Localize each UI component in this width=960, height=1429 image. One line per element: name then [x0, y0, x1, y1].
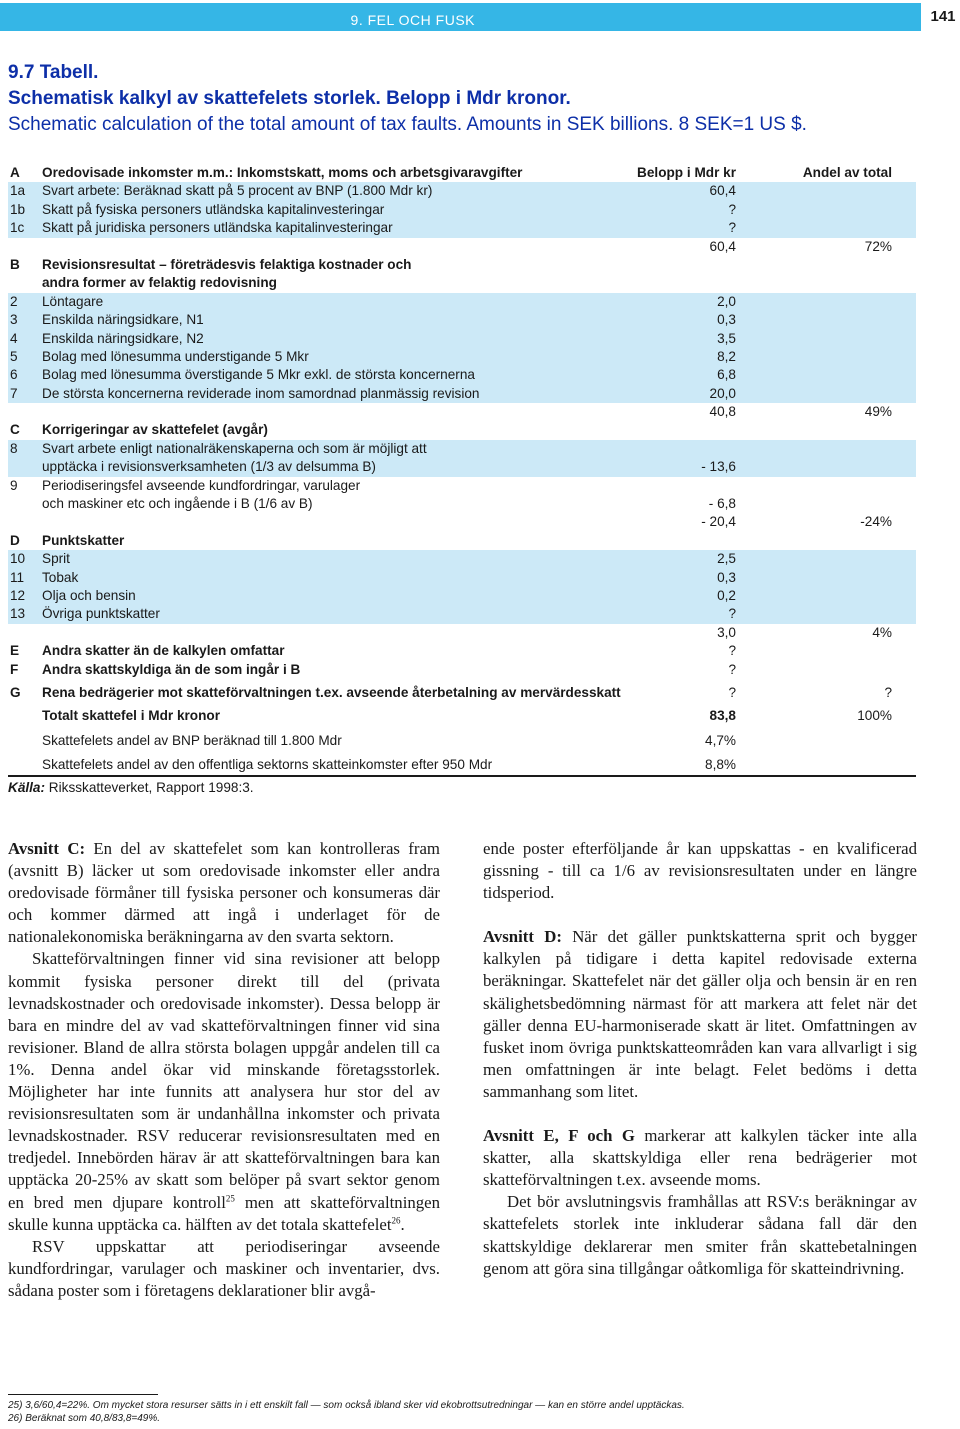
paragraph-section-c — [8, 838, 440, 948]
table-cell-code: 12 — [10, 587, 26, 603]
paragraph-text: Skatteförvaltningen finner vid sina revisioner att belopp kommit fysiska personer direkt till del (privata levnadskostnader och oredovisade inkomster). Dessa belopp är bara en mindre del av vad skatteförvaltningen finner vid sina revisioner. Bland de allra största bolagen uppgår andelen till ca 1%. Denna andel ökar vid minskande företagsstorlek. Möjligheter har inte funnits att analysera hur stor del av revisionsresultaten som är undanhållna inkomster och privata levnadskostnader. RSV reducerar revisionsresultaten med en tredjedel. Innebörden härav är att skatteförvaltningen bara kan upptäcka 20-25% av skatt som belöper på svart sektor genom en bred men djupare kontroll — [8, 949, 440, 1212]
table-cell-amount: ? — [728, 220, 736, 236]
table-title-english: Schematic calculation of the total amount of tax faults. Amounts in SEK billions. 8 SEK=1 US $. — [8, 114, 807, 135]
table-cell-share: ? — [884, 684, 892, 700]
table-cell-code: 3 — [10, 312, 18, 328]
paragraph-text: men att skatteförvaltningen skulle kunna upptäcka ca. hälften av det totala skattefelet — [8, 1192, 440, 1234]
table-cell-label: andra former av felaktig redovisning — [42, 275, 277, 291]
paragraph-heading: Avsnitt C: — [8, 839, 86, 858]
footnotes — [8, 1399, 685, 1425]
table-cell-label: Bolag med lönesumma understigande 5 Mkr — [42, 348, 309, 364]
table-cell-amount: 0,3 — [717, 569, 736, 585]
tax-calculation-table — [8, 164, 916, 775]
table-cell-code: 11 — [10, 569, 25, 585]
table-cell-label: Oredovisade inkomster m.m.: Inkomstskatt, moms och arbetsgivaravgifter — [42, 165, 523, 180]
paragraph-heading: Avsnitt D: — [483, 927, 562, 947]
page-header — [0, 0, 960, 33]
paragraph-section-d — [483, 926, 917, 1103]
table-cell-amount: 60,4 — [709, 183, 736, 199]
table-cell-share: 72% — [864, 238, 892, 254]
table-row — [8, 293, 916, 311]
table-cell-label: Tobak — [42, 569, 79, 585]
table-cell-amount: 60,4 — [709, 238, 736, 254]
table-cell-share: 49% — [864, 404, 892, 420]
table-row — [8, 550, 916, 568]
table-row — [8, 569, 916, 587]
table-cell-amount: - 20,4 — [701, 514, 736, 530]
paragraph-heading: Avsnitt E, F och G — [483, 1126, 635, 1146]
paragraph-conclusion: Det bör avslutningsvis framhållas att RSV:s beräkningar av skattefelets storlek inte inkluderar sådana fall där den skattskyldige deklarerar men smiter från skattebetalningen genom att göra sina tillgångar oåtkomliga för skatteindrivning. — [483, 1192, 917, 1278]
table-cell-label: Andra skattskyldiga än de som ingår i B — [42, 661, 301, 677]
table-cell-share: 4% — [872, 624, 892, 640]
table-row — [8, 440, 916, 458]
footnote-ref[interactable]: 26 — [391, 1215, 401, 1225]
table-row — [8, 756, 916, 774]
paragraph-continuation: ende poster efterföljande år kan uppskattas - en kvalificerad gissning - till ca 1/6 av revisionsresultaten under en längre tidsperiod. — [483, 839, 917, 903]
table-cell-amount: 8,2 — [717, 348, 736, 364]
table-cell-label: och maskiner etc och ingående i B (1/6 av B) — [42, 496, 313, 512]
body-column-left — [8, 838, 440, 1302]
table-cell-amount: 2,0 — [717, 293, 736, 309]
table-cell-amount: ? — [728, 643, 736, 659]
table-cell-code: 10 — [10, 551, 26, 567]
table-cell-code: 2 — [10, 293, 18, 309]
table-cell-code: 9 — [10, 477, 18, 493]
body-column-right — [483, 838, 917, 1280]
table-cell-amount: 0,2 — [717, 587, 736, 603]
table-cell-code: D — [10, 532, 20, 548]
table-row — [8, 605, 916, 623]
table-cell-label: Skatt på juridiska personers utländska kapitalinvesteringar — [42, 220, 393, 236]
table-cell-code: 4 — [10, 330, 18, 346]
table-row — [8, 458, 916, 476]
table-cell-code: 1a — [10, 183, 26, 199]
table-source — [8, 779, 254, 797]
table-cell-label: Andra skatter än de kalkylen omfattar — [42, 643, 285, 659]
paragraph-text: markerar att kalkylen täcker inte alla skatter, alla skattskyldiga eller rena bedrägerier mot skatteförvaltningen t.ex. avseende moms. — [483, 1126, 917, 1190]
table-cell-amount: 3,0 — [717, 624, 736, 640]
table-cell-code: A — [10, 165, 20, 180]
footnote-25: 25) 3,6/60,4=22%. Om mycket stora resurser sätts in i ett enskilt fall — som också ibland sker vid ekobrottsutredningar — kan en större andel upptäckas. — [8, 1400, 685, 1411]
table-cell-label: De största koncernerna reviderade inom samordnad planmässig revision — [42, 385, 480, 401]
table-cell-label: Svart arbete enligt nationalräkenskaperna och som är möjligt att — [42, 440, 427, 456]
table-cell-share: -24% — [860, 514, 892, 530]
paragraph-periodization: RSV uppskattar att periodiseringar avseende kundfordringar, varulager och maskiner och inventarier, dvs. sådana poster som i företagens deklarationer blir avgå- — [8, 1236, 440, 1300]
table-cell-code: 13 — [10, 606, 26, 622]
footnote-ref[interactable]: 25 — [225, 1192, 235, 1203]
table-cell-amount: 20,0 — [709, 385, 736, 401]
table-row — [8, 642, 916, 660]
table-cell-amount: 3,5 — [717, 330, 736, 346]
table-row — [8, 421, 916, 439]
table-row — [8, 732, 916, 750]
table-cell-code: C — [10, 422, 20, 438]
section-title: 9. FEL OCH FUSK — [350, 12, 475, 28]
footnote-divider — [8, 1394, 158, 1395]
table-row — [8, 477, 916, 495]
table-cell-amount: 0,3 — [717, 312, 736, 328]
table-cell-code: 7 — [10, 385, 18, 401]
table-cell-amount: ? — [728, 201, 736, 217]
table-cell-code: F — [10, 661, 19, 677]
table-cell-code: 1c — [10, 220, 25, 236]
table-row — [8, 661, 916, 679]
table-cell-label: Skattefelets andel av BNP beräknad till 1.800 Mdr — [42, 732, 342, 748]
page-number: 141 — [930, 8, 956, 25]
table-cell-label: Totalt skattefel i Mdr kronor — [42, 708, 220, 724]
paragraph-section-efg — [483, 1125, 917, 1191]
table-cell-code: 8 — [10, 440, 18, 456]
table-cell-label: Periodiseringsfel avseende kundfordringar, varulager — [42, 477, 361, 493]
table-cell-code: 6 — [10, 367, 18, 383]
table-cell-code: 1b — [10, 201, 26, 217]
table-cell-amount: 40,8 — [709, 404, 736, 420]
table-cell-label: Skatt på fysiska personers utländska kapitalinvesteringar — [42, 201, 385, 217]
table-cell-amount: ? — [728, 606, 736, 622]
table-cell-code: 5 — [10, 348, 18, 364]
table-row — [8, 182, 916, 200]
table-row — [8, 238, 916, 256]
table-cell-label: Bolag med lönesumma överstigande 5 Mkr exkl. de största koncernerna — [42, 367, 475, 383]
table-cell-label: Punktskatter — [42, 532, 125, 548]
table-cell-amount: - 13,6 — [701, 459, 736, 475]
paragraph-text: En del av skattefelet som kan kontrolleras fram (avsnitt B) läcker ut som oredovisade inkomster eller andra oredovisade förmåner till fysiska personer och konsumeras där och kommer därmed att ingå i underlaget för de nationalekonomiska beräkningarna av den svarta sektorn. — [8, 839, 440, 947]
table-row — [8, 403, 916, 421]
table-row — [8, 274, 916, 292]
table-cell-label: upptäcka i revisionsverksamheten (1/3 av delsumma B) — [42, 459, 376, 475]
table-row — [8, 707, 916, 725]
table-row — [8, 201, 916, 219]
table-cell-label: Övriga punktskatter — [42, 606, 160, 622]
table-cell-label: Revisionsresultat – företrädesvis felaktiga kostnader och — [42, 256, 412, 272]
table-row — [8, 385, 916, 403]
table-cell-share: 100% — [857, 708, 892, 724]
footnote-26: 26) Beräknat som 40,8/83,8=49%. — [8, 1413, 161, 1424]
table-cell-label: Olja och bensin — [42, 587, 136, 603]
table-title-swedish: Schematisk kalkyl av skattefelets storlek. Belopp i Mdr kronor. — [8, 88, 571, 109]
table-row — [8, 366, 916, 384]
table-cell-amount: 2,5 — [717, 551, 736, 567]
table-cell-label: Enskilda näringsidkare, N2 — [42, 330, 204, 346]
table-cell-amount: ? — [728, 661, 736, 677]
table-cell-amount: ? — [728, 684, 736, 700]
table-cell-amount: - 6,8 — [708, 496, 736, 512]
table-cell-label: Enskilda näringsidkare, N1 — [42, 312, 204, 328]
paragraph-revisions — [8, 948, 440, 1235]
table-cell-code: B — [10, 256, 20, 272]
table-row — [8, 624, 916, 642]
table-row — [8, 348, 916, 366]
table-row — [8, 330, 916, 348]
paragraph-text: När det gäller punktskatterna sprit och bygger kalkylen på tidigare i detta kapitel redovisade externa beräkningar. Skattefelet när det gäller olja och bensin är en ren skälighetsbedömning närmast för att markera att felet när det gäller denna EU-harmoniserade skatt är litet. Omfattningen av fusket inom övriga punktskatteområden kan vara allvarligt i sig men omfattningen är inte belagt. Felet bedöms i detta sammanhang som litet. — [483, 927, 918, 1101]
table-cell-amount: 8,8% — [705, 757, 736, 773]
table-row — [8, 311, 916, 329]
table-row — [8, 219, 916, 237]
table-title — [8, 60, 908, 138]
source-text: Riksskatteverket, Rapport 1998:3. — [45, 780, 254, 795]
table-cell-code: E — [10, 643, 20, 659]
table-cell-label: Skattefelets andel av den offentliga sektorns skatteinkomster efter 950 Mdr — [42, 757, 493, 773]
table-cell-amount: 6,8 — [717, 367, 736, 383]
table-row — [8, 513, 916, 531]
table-row — [8, 532, 916, 550]
table-cell-amount: 83,8 — [709, 708, 736, 724]
paragraph-text: . — [400, 1214, 405, 1234]
source-label: Källa: — [8, 780, 46, 795]
table-row — [8, 587, 916, 605]
table-number: 9.7 Tabell. — [8, 62, 99, 83]
table-cell-label: Sprit — [42, 551, 70, 567]
table-cell-label: Svart arbete: Beräknad skatt på 5 procent av BNP (1.800 Mdr kr) — [42, 183, 433, 199]
table-row — [8, 256, 916, 274]
section-bar — [0, 3, 921, 31]
table-cell-label: Löntagare — [42, 293, 104, 309]
table-cell-amount: 4,7% — [705, 732, 736, 748]
table-row — [8, 164, 916, 182]
table-cell-code: G — [10, 684, 21, 700]
table-cell-label: Rena bedrägerier mot skatteförvaltningen t.ex. avseende återbetalning av mervärdesskatt — [42, 684, 621, 700]
table-row — [8, 495, 916, 513]
table-cell-amount: Belopp i Mdr kr — [637, 165, 736, 180]
table-row — [8, 684, 916, 702]
table-bottom-rule — [8, 775, 916, 777]
table-cell-label: Korrigeringar av skattefelet (avgår) — [42, 422, 268, 438]
table-cell-share: Andel av total — [802, 165, 892, 180]
